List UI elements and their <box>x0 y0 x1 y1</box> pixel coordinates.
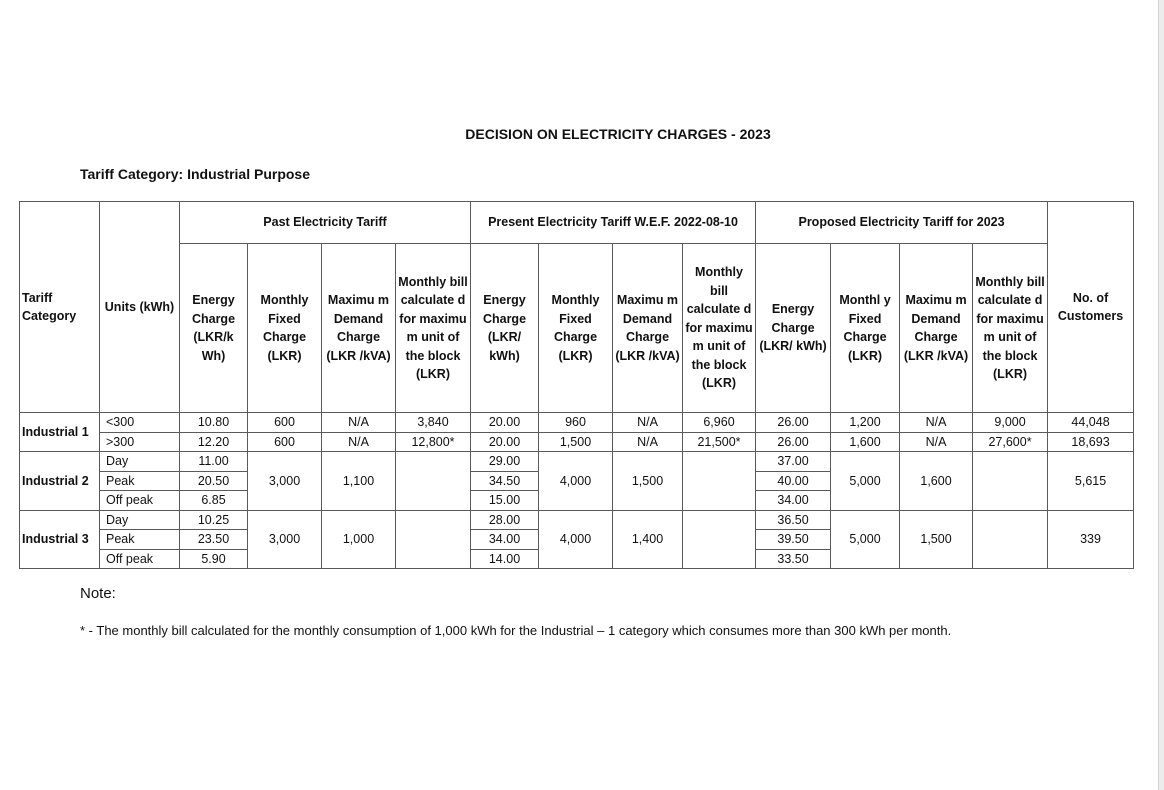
header-present-demand: Maximu m Demand Charge (LKR /kVA) <box>613 244 683 413</box>
present-bill-cell: 21,500* <box>683 432 756 452</box>
table-row <box>20 413 1134 433</box>
tariff-table <box>19 201 1134 569</box>
category-industrial-3: Industrial 3 <box>20 510 100 569</box>
header-no-customers: No. of Customers <box>1048 202 1134 413</box>
present-energy-cell: 20.00 <box>471 413 539 433</box>
past-fixed-cell: 3,000 <box>248 510 322 569</box>
proposed-energy-cell: 26.00 <box>756 413 831 433</box>
proposed-fixed-cell: 5,000 <box>831 452 900 511</box>
proposed-energy-cell: 34.00 <box>756 491 831 511</box>
proposed-bill-cell: 27,600* <box>973 432 1048 452</box>
past-demand-cell: 1,100 <box>322 452 396 511</box>
present-bill-cell <box>683 510 756 569</box>
group-proposed-tariff: Proposed Electricity Tariff for 2023 <box>756 202 1048 244</box>
proposed-energy-cell: 39.50 <box>756 530 831 550</box>
present-energy-cell: 34.00 <box>471 530 539 550</box>
proposed-energy-cell: 36.50 <box>756 510 831 530</box>
unit-cell: Peak <box>100 471 180 491</box>
past-energy-cell: 10.25 <box>180 510 248 530</box>
present-demand-cell: 1,500 <box>613 452 683 511</box>
proposed-demand-cell: N/A <box>900 413 973 433</box>
header-present-fixed: Monthly Fixed Charge (LKR) <box>539 244 613 413</box>
present-energy-cell: 34.50 <box>471 471 539 491</box>
present-bill-cell <box>683 452 756 511</box>
past-fixed-cell: 600 <box>248 432 322 452</box>
past-fixed-cell: 3,000 <box>248 452 322 511</box>
group-past-tariff: Past Electricity Tariff <box>180 202 471 244</box>
header-past-demand: Maximu m Demand Charge (LKR /kVA) <box>322 244 396 413</box>
present-energy-cell: 15.00 <box>471 491 539 511</box>
group-present-tariff: Present Electricity Tariff W.E.F. 2022-08-10 <box>471 202 756 244</box>
proposed-fixed-cell: 1,600 <box>831 432 900 452</box>
proposed-energy-cell: 37.00 <box>756 452 831 472</box>
present-energy-cell: 20.00 <box>471 432 539 452</box>
past-bill-cell: 3,840 <box>396 413 471 433</box>
past-energy-cell: 11.00 <box>180 452 248 472</box>
proposed-energy-cell: 33.50 <box>756 549 831 569</box>
note-label: Note: <box>80 585 116 602</box>
past-demand-cell: 1,000 <box>322 510 396 569</box>
past-energy-cell: 23.50 <box>180 530 248 550</box>
category-industrial-1: Industrial 1 <box>20 413 100 452</box>
page-title: DECISION ON ELECTRICITY CHARGES - 2023 <box>465 126 771 142</box>
unit-cell: <300 <box>100 413 180 433</box>
past-energy-cell: 20.50 <box>180 471 248 491</box>
unit-cell: Day <box>100 452 180 472</box>
past-energy-cell: 6.85 <box>180 491 248 511</box>
tariff-category-heading: Tariff Category: Industrial Purpose <box>80 166 310 182</box>
header-present-energy: Energy Charge (LKR/ kWh) <box>471 244 539 413</box>
proposed-demand-cell: N/A <box>900 432 973 452</box>
past-bill-cell <box>396 510 471 569</box>
present-fixed-cell: 4,000 <box>539 510 613 569</box>
present-fixed-cell: 4,000 <box>539 452 613 511</box>
customers-cell: 44,048 <box>1048 413 1134 433</box>
past-demand-cell: N/A <box>322 413 396 433</box>
proposed-demand-cell: 1,600 <box>900 452 973 511</box>
proposed-bill-cell: 9,000 <box>973 413 1048 433</box>
proposed-fixed-cell: 5,000 <box>831 510 900 569</box>
table-row <box>20 510 1134 530</box>
present-energy-cell: 28.00 <box>471 510 539 530</box>
past-energy-cell: 5.90 <box>180 549 248 569</box>
present-bill-cell: 6,960 <box>683 413 756 433</box>
customers-cell: 339 <box>1048 510 1134 569</box>
unit-cell: Off peak <box>100 549 180 569</box>
past-demand-cell: N/A <box>322 432 396 452</box>
present-fixed-cell: 960 <box>539 413 613 433</box>
header-proposed-bill: Monthly bill calculate d for maximu m unit of the block (LKR) <box>973 244 1048 413</box>
header-proposed-fixed: Monthl y Fixed Charge (LKR) <box>831 244 900 413</box>
header-proposed-demand: Maximu m Demand Charge (LKR /kVA) <box>900 244 973 413</box>
present-demand-cell: N/A <box>613 432 683 452</box>
proposed-demand-cell: 1,500 <box>900 510 973 569</box>
past-bill-cell <box>396 452 471 511</box>
header-proposed-energy: Energy Charge (LKR/ kWh) <box>756 244 831 413</box>
past-bill-cell: 12,800* <box>396 432 471 452</box>
header-units: Units (kWh) <box>100 202 180 413</box>
header-past-energy: Energy Charge (LKR/k Wh) <box>180 244 248 413</box>
proposed-energy-cell: 40.00 <box>756 471 831 491</box>
present-demand-cell: 1,400 <box>613 510 683 569</box>
table-row <box>20 452 1134 472</box>
past-energy-cell: 12.20 <box>180 432 248 452</box>
header-tariff-category: Tariff Category <box>20 202 100 413</box>
unit-cell: Peak <box>100 530 180 550</box>
present-demand-cell: N/A <box>613 413 683 433</box>
present-fixed-cell: 1,500 <box>539 432 613 452</box>
header-present-bill: Monthly bill calculate d for maximu m unit of the block (LKR) <box>683 244 756 413</box>
proposed-bill-cell <box>973 510 1048 569</box>
proposed-energy-cell: 26.00 <box>756 432 831 452</box>
proposed-fixed-cell: 1,200 <box>831 413 900 433</box>
unit-cell: Off peak <box>100 491 180 511</box>
header-past-bill: Monthly bill calculate d for maximu m unit of the block (LKR) <box>396 244 471 413</box>
header-past-fixed: Monthly Fixed Charge (LKR) <box>248 244 322 413</box>
footnote-text: * - The monthly bill calculated for the monthly consumption of 1,000 kWh for the Industrial – 1 category which consumes more than 300 kWh per month. <box>80 623 952 638</box>
present-energy-cell: 29.00 <box>471 452 539 472</box>
past-energy-cell: 10.80 <box>180 413 248 433</box>
table-row <box>20 432 1134 452</box>
unit-cell: Day <box>100 510 180 530</box>
category-industrial-2: Industrial 2 <box>20 452 100 511</box>
customers-cell: 18,693 <box>1048 432 1134 452</box>
present-energy-cell: 14.00 <box>471 549 539 569</box>
past-fixed-cell: 600 <box>248 413 322 433</box>
proposed-bill-cell <box>973 452 1048 511</box>
customers-cell: 5,615 <box>1048 452 1134 511</box>
unit-cell: >300 <box>100 432 180 452</box>
